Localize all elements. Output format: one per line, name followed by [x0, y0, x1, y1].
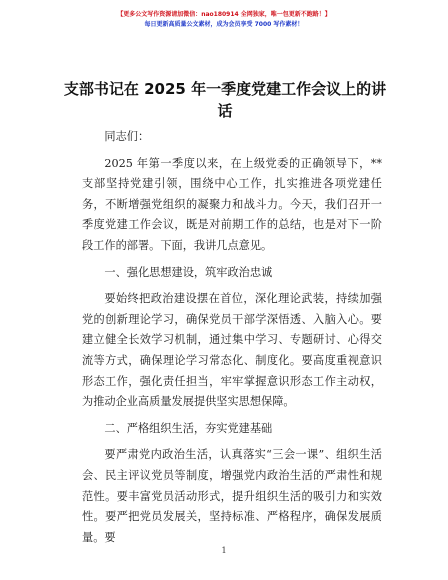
paragraph-intro: 2025 年第一季度以来，在上级党委的正确领导下，**支部坚持党建引领，围绕中心工作，扎实推进各项党建任务，不断增强党组织的凝聚力和战斗力。今天，我们召开一季度党建工作会议，既是对前期工作的总结，也是对下一阶段工作的部署。下面，我讲几点意见。: [82, 156, 382, 252]
promo-banner-line2: 每日更新高质量公文素材，成为会员享受 7000 写作素材！: [144, 21, 304, 28]
section-heading-2: 二、严格组织生活，夯实党建基础: [104, 421, 273, 435]
paragraph-section-2: 要严肃党内政治生活，认真落实“三会一课”、组织生活会、民主评议党员等制度，增强党内政治生活的严肃性和规范性。要丰富党员活动形式，提升组织生活的吸引力和实效性。要严把党员发展关，坚持标准、严格程序，确保发展质量。要: [82, 448, 382, 544]
paragraph-section-1: 要始终把政治建设摆在首位，深化理论武装，持续加强党的创新理论学习，确保党员干部学深悟透、入脑入心。要建立健全长效学习机制，通过集中学习、专题研讨、心得交流等方式，确保理论学习常态化、制度化。要高度重视意识形态工作，强化责任担当，牢牢掌握意识形态工作主动权，为推动企业高质量发展提供坚实思想保障。: [82, 292, 382, 409]
salutation: 同志们：: [104, 130, 150, 143]
page-number: 1: [221, 546, 227, 555]
section-heading-1: 一、强化思想建设，筑牢政治忠诚: [104, 265, 273, 279]
document-title: 支部书记在 2025 年一季度党建工作会议上的讲话: [63, 80, 387, 120]
promo-banner-line1: 【更多公文写作资源请加微信：nao180914 全网独家，唯一包更新不跑路！】: [117, 11, 331, 18]
document-body: [82, 127, 382, 548]
